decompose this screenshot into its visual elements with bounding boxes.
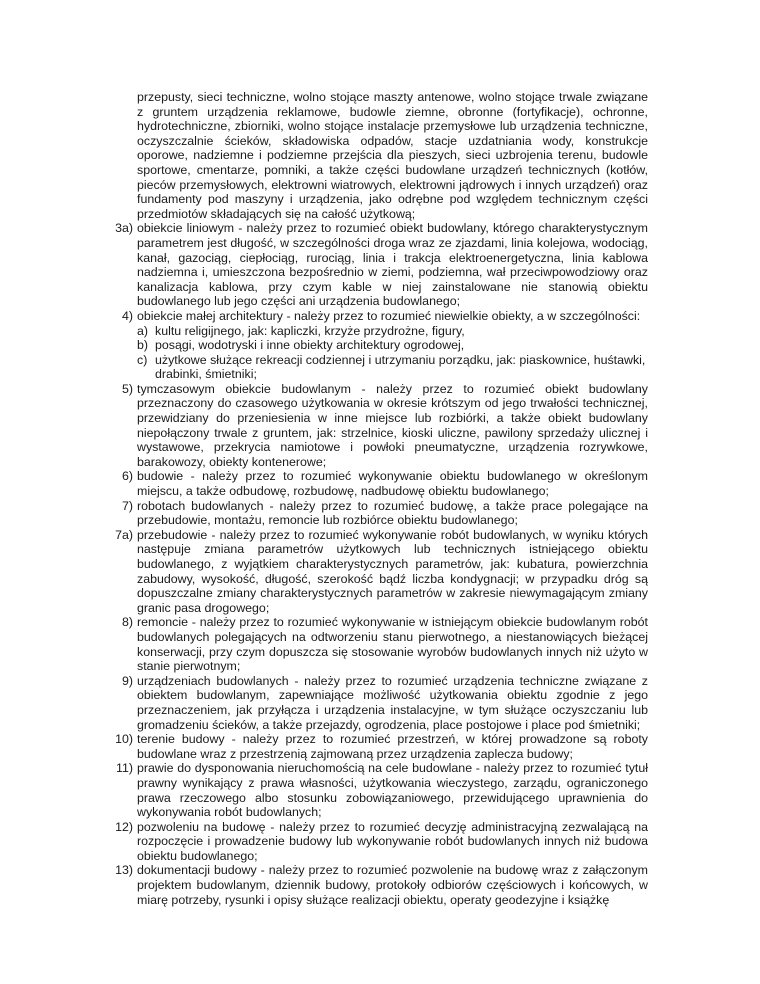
list-item-11: [108, 761, 648, 819]
item-number: 9): [121, 673, 133, 688]
item-text: budowie - należy przez to rozumieć wykonywanie obiektu budowlanego w określonym miejscu, a także odbudowę, rozbudowę, nadbudowę obiektu budowlanego;: [137, 469, 648, 499]
continuation-paragraph: przepusty, sieci techniczne, wolno stojące maszty antenowe, wolno stojące trwale związane z gruntem urządzenia reklamowe, budowle ziemne, obronne (fortyfikacje), ochronne, hydrotechniczne, zbiorniki, wolno stojące instalacje przemysłowe lub urządzenia techniczne, oczyszczalnie ścieków, składowiska odpadów, stacje uzdatniania wody, konstrukcje oporowe, nadziemne i podziemne przejścia dla pieszych, sieci uzbrojenia terenu, budowle sportowe, cmentarze, pomniki, a także części budowlane urządzeń technicznych (kotłów, pieców przemysłowych, elektrowni wiatrowych, elektrowni jądrowych i innych urządzeń) oraz fundamenty pod maszyny i urządzenia, jako odrębne pod względem technicznym części przedmiotów składających się na całość użytkową;: [137, 90, 648, 221]
list-item-5: [108, 382, 648, 470]
item-number: 5): [121, 381, 133, 396]
sub-item-a: [108, 324, 648, 339]
item-text: remoncie - należy przez to rozumieć wykonywanie w istniejącym obiekcie budowlanym robót budowlanych polegających na odtworzeniu stanu pierwotnego, a niestanowiących bieżącej konserwacji, przy czym dopuszcza się stosowanie wyrobów budowlanych innych niż użyto w stanie pierwotnym;: [137, 615, 648, 674]
list-item-9: [108, 674, 648, 732]
item-text: urządzeniach budowlanych - należy przez to rozumieć urządzenia techniczne związane z obiektem budowlanym, zapewniające możliwość użytkowania obiektu zgodnie z jego przeznaczeniem, jak przyłącza i urządzenia instalacyjne, w tym służące oczyszczaniu lub gromadzeniu ścieków, a także przejazdy, ogrodzenia, place postojowe i place pod śmietniki;: [137, 673, 648, 732]
list-item-4: [108, 309, 648, 324]
list-item-10: [108, 732, 648, 761]
item-number: 3a): [115, 221, 133, 236]
document-content: [108, 90, 648, 907]
list-item-8: [108, 615, 648, 673]
item-number: 13): [115, 863, 133, 878]
sub-item-text: kultu religijnego, jak: kapliczki, krzyże przydrożne, figury,: [155, 323, 465, 338]
list-item-6: [108, 469, 648, 498]
item-text: prawie do dysponowania nieruchomością na cele budowlane - należy przez to rozumieć tytuł prawny wynikający z prawa własności, użytkowania wieczystego, zarządu, ograniczonego prawa rzeczowego albo stosunku zobowiązaniowego, przewidującego uprawnienia do wykonywania robót budowlanych;: [137, 761, 648, 820]
item-number: 10): [115, 732, 133, 747]
item-text: pozwoleniu na budowę - należy przez to rozumieć decyzję administracyjną zezwalającą na rozpoczęcie i prowadzenie budowy lub wykonywanie robót budowlanych innych niż budowa obiektu budowlanego;: [137, 819, 648, 863]
item-number: 8): [121, 615, 133, 630]
list-item-7: [108, 499, 648, 528]
sub-item-b: [108, 338, 648, 353]
item-text: tymczasowym obiekcie budowlanym - należy przez to rozumieć obiekt budowlany przeznaczony do czasowego użytkowania w okresie krótszym od jego trwałości technicznej, przewidziany do przeniesienia w inne miejsce lub rozbiórki, a także obiekt budowlany niepołączony trwale z gruntem, jak: strzelnice, kioski uliczne, pawilony sprzedaży ulicznej i wystawowe, przekrycia namiotowe i powłoki pneumatyczne, urządzenia rozrywkowe, barakowozy, obiekty kontenerowe;: [137, 381, 648, 469]
item-number: 4): [121, 308, 133, 323]
list-item-3a: [108, 221, 648, 309]
item-number: 11): [116, 761, 133, 776]
item-number: 12): [115, 819, 133, 834]
sub-item-label: a): [137, 323, 149, 338]
sub-item-text: użytkowe służące rekreacji codziennej i utrzymaniu porządku, jak: piaskownice, huśtawki, drabinki, śmietniki;: [155, 352, 646, 382]
list-item-13: [108, 863, 648, 907]
list-item-12: [108, 820, 648, 864]
item-number: 6): [121, 469, 133, 484]
item-text: obiekcie liniowym - należy przez to rozumieć obiekt budowlany, którego charakterystycznym parametrem jest długość, w szczególności droga wraz ze zjazdami, linia kolejowa, wodociąg, kanał, gazociąg, ciepłociąg, rurociąg, linia i trakcja elektroenergetyczna, linia kablowa nadziemna i, umieszczona bezpośrednio w ziemi, podziemna, wał przeciwpowodziowy oraz kanalizacja kablowa, przy czym kable w niej zainstalowane nie stanowią obiektu budowlanego lub jego części ani urządzenia budowlanego;: [137, 221, 648, 309]
sub-item-label: c): [137, 352, 148, 367]
item-number: 7): [121, 498, 133, 513]
item-text: dokumentacji budowy - należy przez to rozumieć pozwolenie na budowę wraz z załączonym projektem budowlanym, dziennik budowy, protokoły odbiorów częściowych i końcowych, w miarę potrzeby, rysunki i opisy służące realizacji obiektu, operaty geodezyjne i książkę: [137, 863, 648, 907]
item-text: robotach budowlanych - należy przez to rozumieć budowę, a także prace polegające na przebudowie, montażu, remoncie lub rozbiórce obiektu budowlanego;: [137, 498, 648, 528]
item-text: obiekcie małej architektury - należy przez to rozumieć niewielkie obiekty, a w szczególności:: [137, 308, 641, 323]
item-number: 7a): [115, 527, 133, 542]
item-text: przebudowie - należy przez to rozumieć wykonywanie robót budowlanych, w wyniku których następuje zmiana parametrów użytkowych lub technicznych istniejącego obiektu budowlanego, z wyjątkiem charakterystycznych parametrów, jak: kubatura, powierzchnia zabudowy, wysokość, długość, szerokość bądź liczba kondygnacji; w przypadku dróg są dopuszczalne zmiany charakterystycznych parametrów w zakresie niewymagającym zmiany granic pasa drogowego;: [137, 527, 648, 615]
list-item-7a: [108, 528, 648, 616]
sub-item-c: [108, 353, 648, 382]
sub-item-label: b): [137, 338, 149, 353]
item-text: terenie budowy - należy przez to rozumieć przestrzeń, w której prowadzone są roboty budowlane wraz z przestrzenią zajmowaną przez urządzenia zaplecza budowy;: [137, 732, 648, 761]
sub-item-text: posągi, wodotryski i inne obiekty architektury ogrodowej,: [155, 338, 465, 353]
